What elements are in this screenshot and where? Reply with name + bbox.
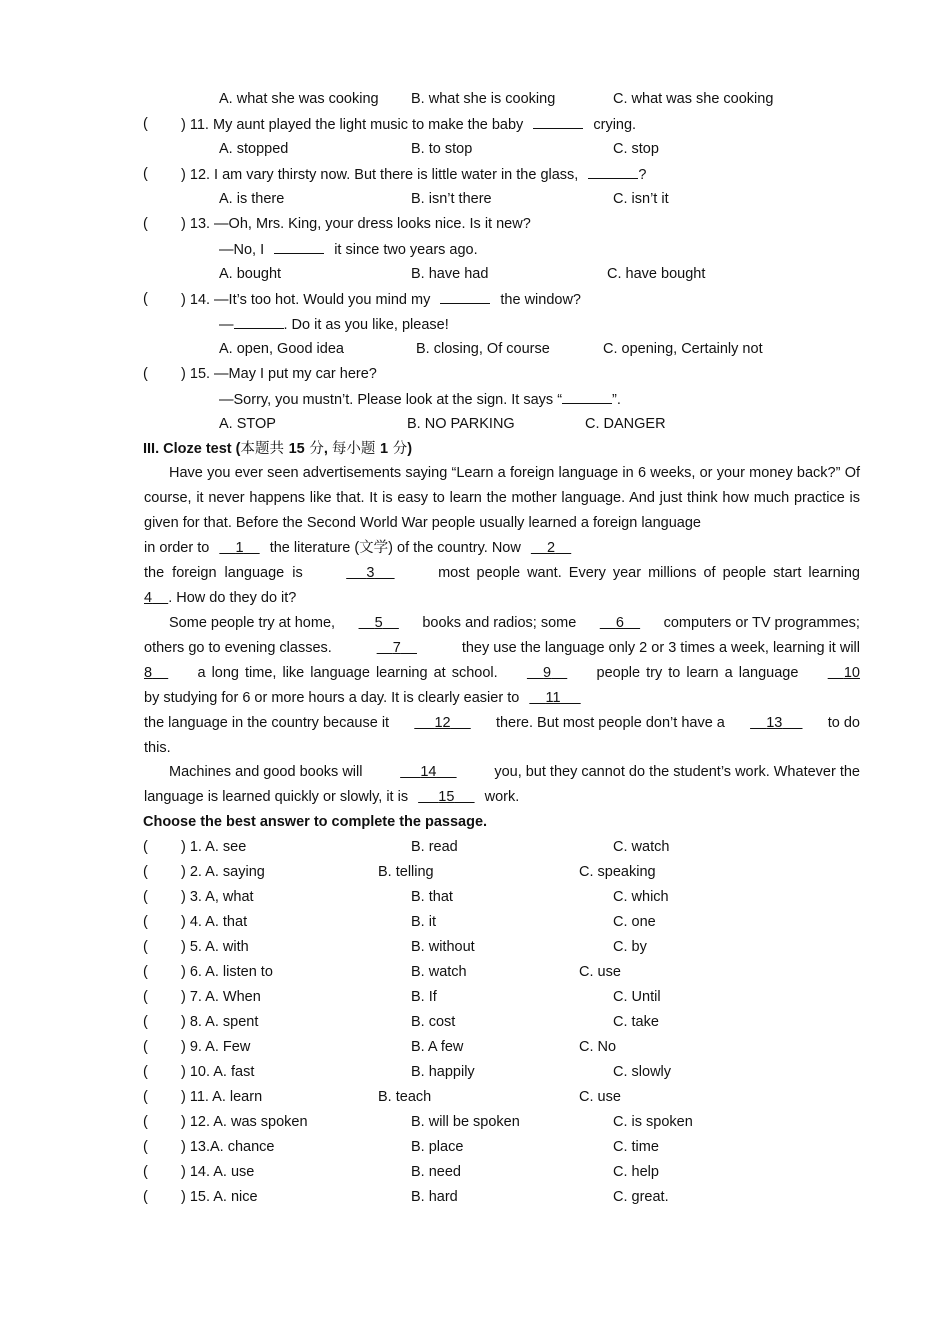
cloze-blank-15 xyxy=(418,789,474,805)
cloze-text: Some people try at home, xyxy=(169,615,336,631)
cloze-text: to do xyxy=(827,715,860,731)
answer-option-a: ) 3. A, what xyxy=(181,889,254,905)
cloze-text: by studying for 6 or more hours a day. It is clearly easier to xyxy=(144,690,520,706)
cloze-blank-10 xyxy=(828,663,860,683)
q15-option-b: B. NO PARKING xyxy=(407,416,515,432)
cloze-line-12: this. xyxy=(144,740,171,756)
cloze-blank-14-num: 14 xyxy=(420,764,437,780)
q11-stem-before: 11. My aunt played the light music to make the baby xyxy=(189,117,524,133)
answer-paren: ( xyxy=(143,1189,148,1205)
answer-option-c: C. is spoken xyxy=(613,1114,693,1130)
answer-option-b: B. will be spoken xyxy=(411,1114,520,1130)
q11-option-c: C. stop xyxy=(613,141,659,157)
q11-option-a: A. stopped xyxy=(219,141,289,157)
q13-option-a: A. bought xyxy=(219,266,282,282)
cloze-text: they use the language only 2 or 3 times a week, learning it will xyxy=(461,640,860,656)
q11-stem-after: crying. xyxy=(593,117,637,133)
cloze-text: most people want. Every year millions of people start learning xyxy=(438,565,860,581)
q14-stem-after: the window? xyxy=(500,292,581,308)
answer-option-c: C. Until xyxy=(613,989,661,1005)
answer-paren: ( xyxy=(143,864,148,880)
q13-option-c: C. have bought xyxy=(607,266,706,282)
cloze-text: others go to evening classes. xyxy=(144,640,332,656)
cloze-blank-1-num: 1 xyxy=(235,540,244,556)
cloze-blank-5 xyxy=(359,613,399,633)
answer-option-b: B. watch xyxy=(411,964,467,980)
cloze-blank-15-num: 15 xyxy=(438,789,455,805)
q11-paren-open: ( xyxy=(143,116,148,132)
q15-option-c: C. DANGER xyxy=(585,416,666,432)
cloze-line-11 xyxy=(144,713,860,733)
answer-option-b: B. hard xyxy=(411,1189,458,1205)
q14-blank xyxy=(440,289,490,304)
cloze-blank-3-num: 3 xyxy=(366,565,375,581)
answer-option-b: B. that xyxy=(411,889,453,905)
cloze-line-9 xyxy=(144,663,860,683)
cloze-text: a long time, like language learning at school. xyxy=(197,665,498,681)
answer-option-c: C. great. xyxy=(613,1189,669,1205)
q14-paren-close: ) xyxy=(181,292,186,308)
answer-option-a: ) 8. A. spent xyxy=(181,1014,259,1030)
answer-option-c: C. one xyxy=(613,914,656,930)
answer-paren: ( xyxy=(143,1014,148,1030)
answer-option-a: ) 7. A. When xyxy=(181,989,261,1005)
cloze-text: the language in the country because it xyxy=(144,715,390,731)
answer-option-c: C. speaking xyxy=(579,864,656,880)
q15-option-a: A. STOP xyxy=(219,416,276,432)
answer-paren: ( xyxy=(143,914,148,930)
answer-option-b: B. teach xyxy=(378,1089,432,1105)
cloze-heading-i: ) xyxy=(407,441,413,457)
answer-option-b: B. need xyxy=(411,1164,461,1180)
q13-option-b: B. have had xyxy=(411,266,489,282)
cloze-heading-f: 每小题 xyxy=(331,441,381,457)
cloze-blank-1 xyxy=(219,540,259,556)
cloze-text: people try to learn a language xyxy=(596,665,799,681)
q14-option-c: C. opening, Certainly not xyxy=(603,341,763,357)
q12-paren-close: ) xyxy=(181,167,186,183)
cloze-text: there. But most people don’t have a xyxy=(495,715,725,731)
answer-option-b: B. telling xyxy=(378,864,434,880)
cloze-paragraph-1: Have you ever seen advertisements saying “Learn a foreign language in 6 weeks, or your money back?” Of course, it never happens like that. It is easy to learn the mother language. And just think how much practice is given for that. Before the Second World War people usually learned a foreign language xyxy=(144,465,860,531)
q15-line2-before: —Sorry, you mustn’t. Please look at the sign. It says “ xyxy=(219,392,563,408)
cloze-blank-4-num: 4 xyxy=(144,590,153,606)
cloze-line-10 xyxy=(144,688,581,708)
answer-paren: ( xyxy=(143,1039,148,1055)
answer-option-c: C. use xyxy=(579,1089,621,1105)
cloze-blank-6-num: 6 xyxy=(615,615,624,631)
answer-option-b: B. If xyxy=(411,989,437,1005)
q13-stem-text: 13. —Oh, Mrs. King, your dress looks nice. Is it new? xyxy=(189,216,531,232)
answer-paren: ( xyxy=(143,964,148,980)
q13-stem xyxy=(181,214,531,234)
answer-paren: ( xyxy=(143,1139,148,1155)
q15-stem-text: 15. —May I put my car here? xyxy=(189,366,377,382)
answer-option-a: ) 14. A. use xyxy=(181,1164,255,1180)
answer-option-c: C. watch xyxy=(613,839,670,855)
cloze-line-8 xyxy=(144,638,860,658)
answer-option-c: C. use xyxy=(579,964,621,980)
cloze-line-4 xyxy=(144,538,571,558)
answer-option-a: ) 2. A. saying xyxy=(181,864,265,880)
answer-option-b: B. place xyxy=(411,1139,464,1155)
q14-stem-before: 14. —It’s too hot. Would you mind my xyxy=(189,292,431,308)
answer-option-c: C. by xyxy=(613,939,647,955)
cloze-text: computers or TV programmes; xyxy=(663,615,860,631)
cloze-blank-9-num: 9 xyxy=(543,665,552,681)
cloze-line-7 xyxy=(169,613,860,633)
q14-stem xyxy=(181,289,581,310)
answer-paren: ( xyxy=(143,1164,148,1180)
cloze-blank-3 xyxy=(346,563,394,583)
answer-option-c: C. help xyxy=(613,1164,659,1180)
answer-option-b: B. read xyxy=(411,839,458,855)
cloze-text: in order to xyxy=(144,540,210,556)
cloze-blank-11 xyxy=(529,690,580,706)
cloze-blank-6 xyxy=(600,613,640,633)
cloze-line-5 xyxy=(144,563,860,583)
q14-paren-open: ( xyxy=(143,291,148,307)
answer-option-b: B. it xyxy=(411,914,436,930)
cloze-text: work. xyxy=(484,789,520,805)
q12-option-a: A. is there xyxy=(219,191,285,207)
q13-line2 xyxy=(219,239,478,260)
cloze-text: the foreign language is xyxy=(144,565,303,581)
cloze-text: you, but they cannot do the student’s work. Whatever the xyxy=(494,764,860,780)
answer-option-b: B. happily xyxy=(411,1064,475,1080)
q14-line2-after: . Do it as you like, please! xyxy=(283,317,449,333)
cloze-blank-2-num: 2 xyxy=(547,540,556,556)
cloze-heading-e: , xyxy=(323,441,332,457)
cloze-text: language is learned quickly or slowly, it is xyxy=(144,789,409,805)
cloze-blank-7-num: 7 xyxy=(392,640,401,656)
q12-stem-before: 12. I am vary thirsty now. But there is little water in the glass, xyxy=(189,167,579,183)
q10-option-c: C. what was she cooking xyxy=(613,91,774,107)
answer-option-a: ) 11. A. learn xyxy=(181,1089,263,1105)
cloze-blank-10-num: 10 xyxy=(843,665,860,681)
answer-paren: ( xyxy=(143,939,148,955)
q13-paren-open: ( xyxy=(143,216,148,232)
q10-option-a: A. what she was cooking xyxy=(219,91,379,107)
q15-stem xyxy=(181,364,377,384)
answer-option-c: C. which xyxy=(613,889,669,905)
cloze-text: the literature (文学) of the country. Now xyxy=(269,540,521,556)
answer-option-b: B. A few xyxy=(411,1039,464,1055)
cloze-blank-13 xyxy=(750,713,802,733)
answer-option-c: C. take xyxy=(613,1014,659,1030)
cloze-instruction: Choose the best answer to complete the passage. xyxy=(143,814,488,830)
answer-option-c: C. No xyxy=(579,1039,617,1055)
q13-blank xyxy=(274,239,324,254)
answer-option-b: B. cost xyxy=(411,1014,456,1030)
cloze-text: . How do they do it? xyxy=(168,590,297,606)
cloze-blank-14 xyxy=(400,762,456,782)
cloze-blank-13-num: 13 xyxy=(766,715,783,731)
answer-paren: ( xyxy=(143,1114,148,1130)
cloze-blank-9 xyxy=(527,663,567,683)
q13-line2-before: —No, I xyxy=(219,242,265,258)
cloze-heading-d: 分 xyxy=(304,441,324,457)
cloze-blank-11-num: 11 xyxy=(545,690,561,706)
q14-line2-before: — xyxy=(219,317,234,333)
answer-option-a: ) 13.A. chance xyxy=(181,1139,275,1155)
answer-option-c: C. slowly xyxy=(613,1064,672,1080)
answer-option-a: ) 5. A. with xyxy=(181,939,249,955)
answer-option-a: ) 4. A. that xyxy=(181,914,248,930)
answer-paren: ( xyxy=(143,989,148,1005)
q15-paren-close: ) xyxy=(181,366,186,382)
q15-blank xyxy=(562,389,612,404)
answer-option-a: ) 12. A. was spoken xyxy=(181,1114,308,1130)
cloze-blank-12-num: 12 xyxy=(434,715,451,731)
q12-option-c: C. isn’t it xyxy=(613,191,669,207)
q15-line2 xyxy=(219,389,621,410)
q12-stem xyxy=(181,164,646,185)
cloze-heading xyxy=(143,439,412,459)
cloze-line-14 xyxy=(144,787,519,807)
cloze-blank-5-num: 5 xyxy=(374,615,383,631)
q12-option-b: B. isn’t there xyxy=(411,191,492,207)
cloze-blank-2 xyxy=(531,540,571,556)
answer-paren: ( xyxy=(143,1064,148,1080)
answer-option-c: C. time xyxy=(613,1139,659,1155)
answer-paren: ( xyxy=(143,889,148,905)
q13-line2-after: it since two years ago. xyxy=(334,242,478,258)
cloze-text: books and radios; some xyxy=(422,615,577,631)
answer-option-a: ) 15. A. nice xyxy=(181,1189,258,1205)
q15-paren-open: ( xyxy=(143,366,148,382)
q10-option-b: B. what she is cooking xyxy=(411,91,556,107)
cloze-line-13 xyxy=(169,762,860,782)
q14-option-b: B. closing, Of course xyxy=(416,341,550,357)
cloze-line-6 xyxy=(144,588,296,608)
q14-line2 xyxy=(219,314,449,335)
answer-option-a: ) 10. A. fast xyxy=(181,1064,255,1080)
q11-stem xyxy=(181,114,636,135)
q15-line2-after: ”. xyxy=(612,392,621,408)
answer-option-b: B. without xyxy=(411,939,475,955)
q12-stem-after: ? xyxy=(638,167,647,183)
answer-paren: ( xyxy=(143,1089,148,1105)
cloze-blank-4 xyxy=(144,590,168,606)
cloze-heading-h: 分 xyxy=(388,441,408,457)
q12-blank xyxy=(588,164,638,179)
cloze-blank-12 xyxy=(414,713,470,733)
q11-blank xyxy=(533,114,583,129)
cloze-heading-g: 1 xyxy=(380,441,389,457)
cloze-text: Machines and good books will xyxy=(169,764,363,780)
cloze-heading-a: III. Cloze test ( xyxy=(143,441,241,457)
q13-paren-close: ) xyxy=(181,216,186,232)
cloze-heading-c: 15 xyxy=(288,441,305,457)
q14-blank-2 xyxy=(234,314,284,329)
q12-paren-open: ( xyxy=(143,166,148,182)
q14-option-a: A. open, Good idea xyxy=(219,341,344,357)
q11-option-b: B. to stop xyxy=(411,141,473,157)
answer-option-a: ) 9. A. Few xyxy=(181,1039,251,1055)
answer-option-a: ) 6. A. listen to xyxy=(181,964,273,980)
answer-paren: ( xyxy=(143,839,148,855)
q11-paren-close: ) xyxy=(181,117,186,133)
answer-option-a: ) 1. A. see xyxy=(181,839,247,855)
cloze-blank-8-num: 8 xyxy=(144,665,153,681)
cloze-heading-b: 本题共 xyxy=(240,441,289,457)
cloze-blank-7 xyxy=(377,638,417,658)
cloze-blank-8 xyxy=(144,663,168,683)
